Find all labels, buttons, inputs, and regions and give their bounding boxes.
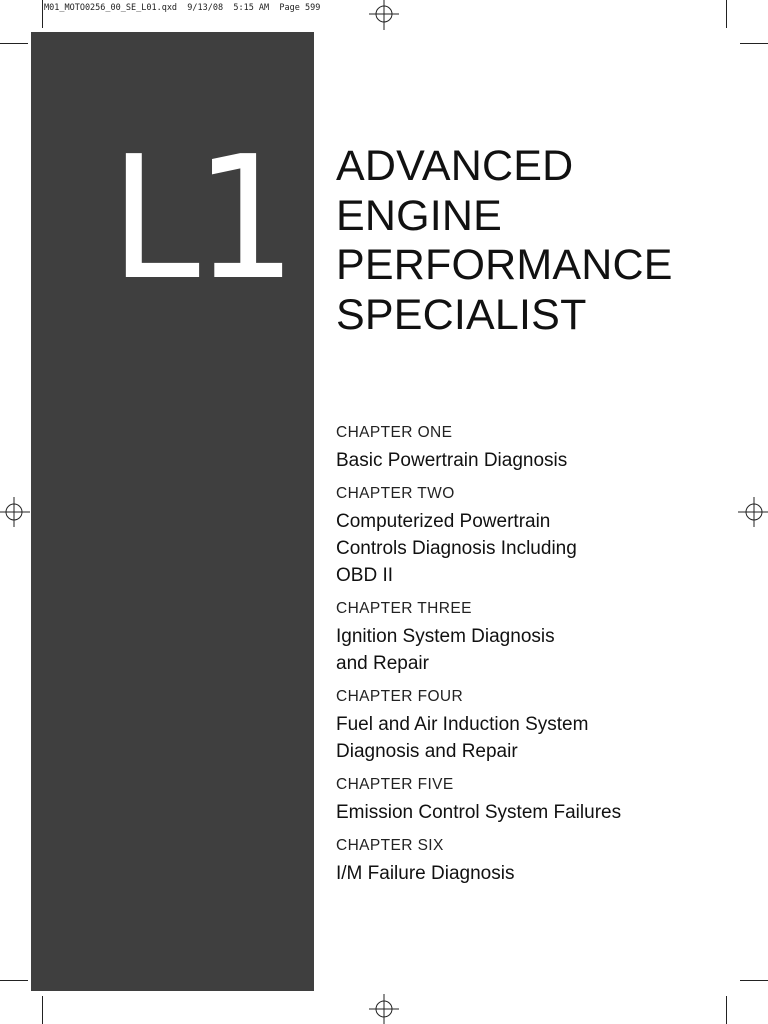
crop-mark-bottom-left-vertical — [42, 996, 43, 1024]
section-number: L1 — [110, 120, 292, 318]
crop-mark-bottom-right-vertical — [726, 996, 727, 1024]
chapter-title — [336, 799, 736, 826]
chapter-entry — [336, 423, 736, 474]
chapter-title-line: and Repair — [336, 653, 429, 674]
chapter-label: CHAPTER THREE — [336, 600, 472, 617]
chapter-entry — [336, 687, 736, 765]
section-title-line: ENGINE — [336, 191, 503, 240]
chapter-title-line: OBD II — [336, 565, 394, 586]
chapter-label: CHAPTER SIX — [336, 837, 444, 854]
registration-mark-left-icon — [0, 497, 30, 527]
registration-mark-right-icon — [738, 497, 768, 527]
chapter-entry — [336, 599, 736, 677]
chapter-entry — [336, 484, 736, 589]
crop-mark-top-right-horizontal — [740, 43, 768, 44]
registration-mark-top-icon — [369, 0, 399, 30]
chapter-title-line: Basic Powertrain Diagnosis — [336, 450, 568, 471]
chapter-entry — [336, 836, 736, 887]
chapter-label: CHAPTER FOUR — [336, 688, 464, 705]
section-title — [336, 142, 673, 340]
chapter-title-line: Ignition System Diagnosis — [336, 626, 555, 647]
chapter-title-line: Diagnosis and Repair — [336, 741, 518, 762]
section-title-line: PERFORMANCE — [336, 241, 673, 289]
crop-mark-top-right-vertical — [726, 0, 727, 28]
chapter-label: CHAPTER TWO — [336, 485, 455, 502]
crop-mark-top-left-vertical — [42, 0, 43, 28]
section-title-line: SPECIALIST — [336, 290, 587, 339]
section-title-line: ADVANCED — [336, 142, 574, 190]
file-slug: M01_MOTO0256_00_SE_L01.qxd 9/13/08 5:15 AM Page 599 — [44, 3, 321, 13]
chapter-entry — [336, 775, 736, 826]
chapter-title — [336, 447, 736, 474]
chapter-label: CHAPTER ONE — [336, 424, 453, 441]
chapter-title-line: I/M Failure Diagnosis — [336, 863, 515, 884]
chapter-title — [336, 860, 736, 887]
chapter-title-line: Computerized Powertrain — [336, 511, 551, 532]
crop-mark-bottom-right-horizontal — [740, 980, 768, 981]
chapter-label: CHAPTER FIVE — [336, 776, 454, 793]
chapter-title-line: Emission Control System Failures — [336, 802, 622, 823]
chapter-title-line: Fuel and Air Induction System — [336, 714, 589, 735]
crop-mark-top-left-horizontal — [0, 43, 28, 44]
chapter-title-line: Controls Diagnosis Including — [336, 538, 577, 559]
chapter-list — [336, 423, 736, 897]
chapter-title — [336, 623, 736, 677]
crop-mark-bottom-left-horizontal — [0, 980, 28, 981]
chapter-title — [336, 508, 736, 589]
registration-mark-bottom-icon — [369, 994, 399, 1024]
chapter-title — [336, 711, 736, 765]
